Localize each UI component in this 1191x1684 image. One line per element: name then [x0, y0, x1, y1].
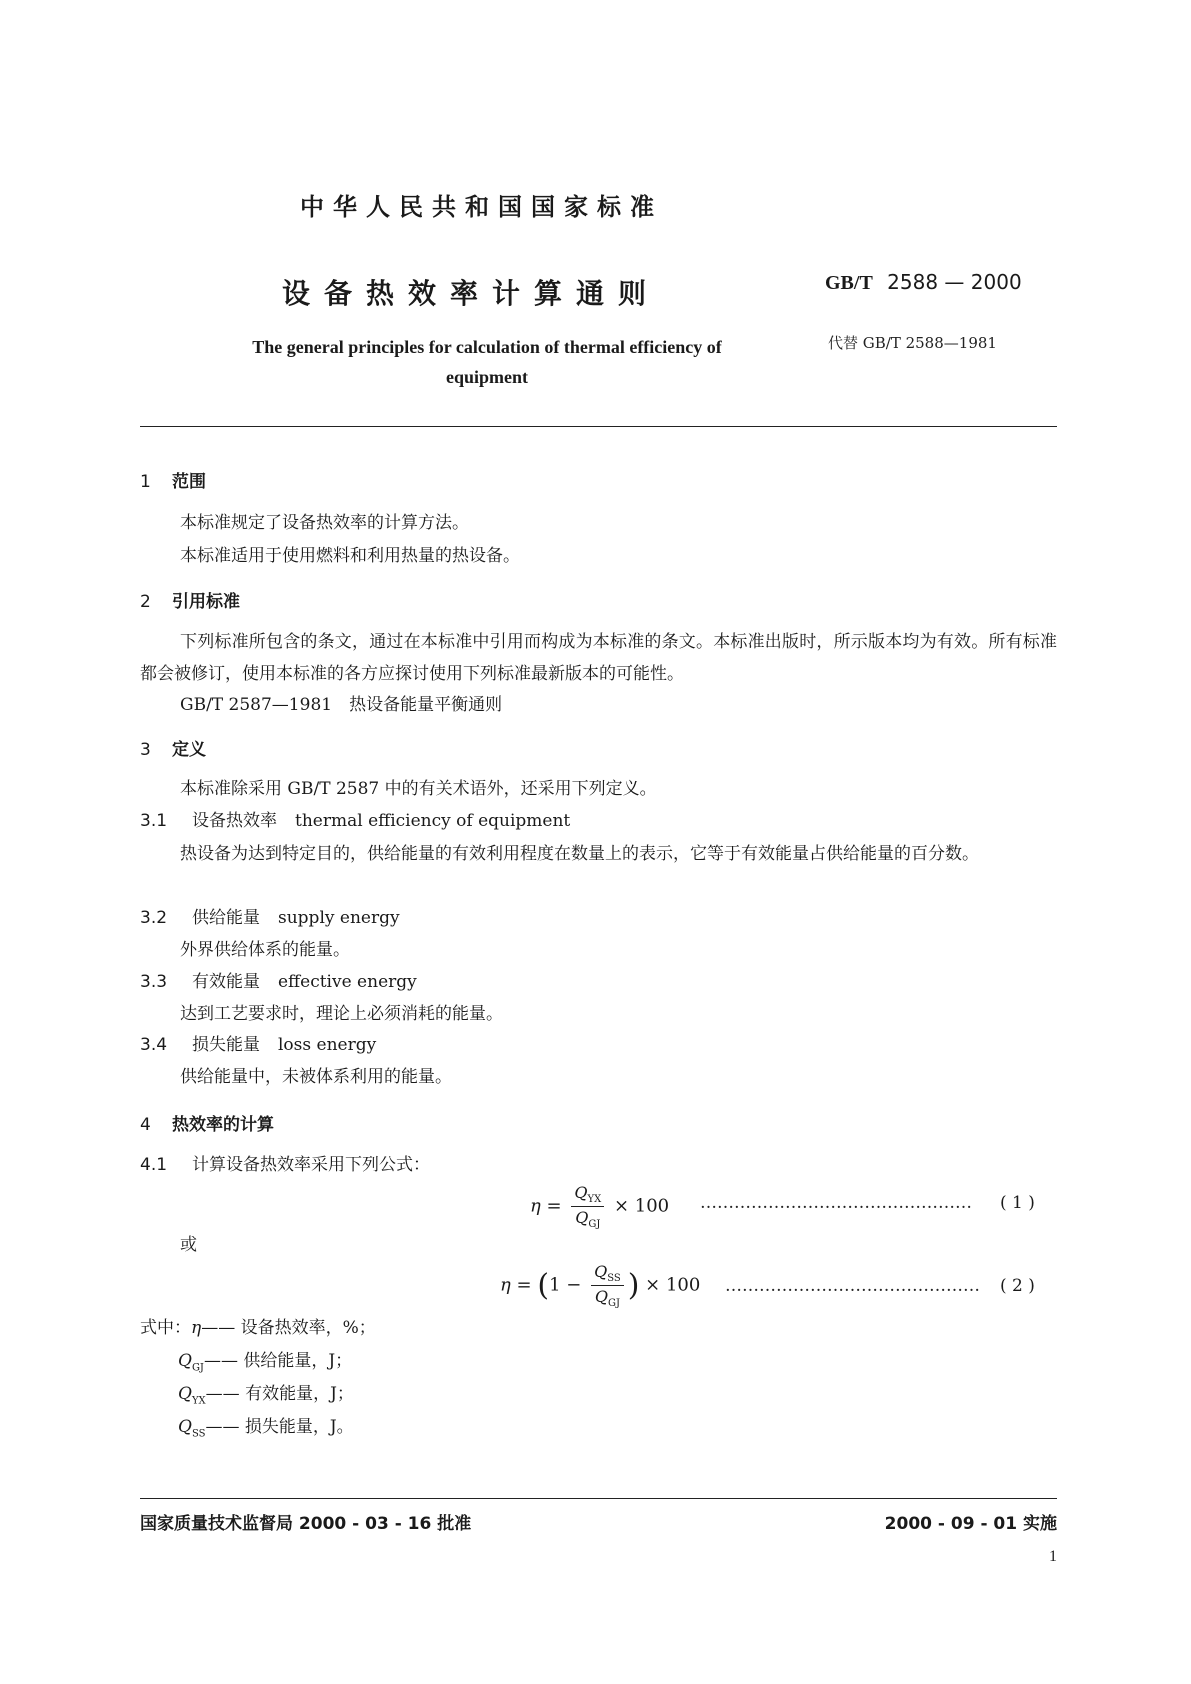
replaces-standard: 代替 GB/T 2588—1981: [828, 334, 997, 352]
subsection-4-1: 4.1 计算设备热效率采用下列公式：: [140, 1155, 430, 1175]
section-number: 4: [140, 1115, 151, 1135]
section-1-heading: [140, 467, 206, 492]
page-number: 1: [1049, 1548, 1057, 1565]
approval-date: 国家质量技术监督局 2000 - 03 - 16 批准: [140, 1514, 472, 1534]
definition-3-2: 3.2 供给能量 supply energy: [140, 908, 400, 928]
footer-divider: [140, 1498, 1057, 1499]
equation-1-leader: …………………………………………: [700, 1193, 972, 1213]
definition-3-2-text: 外界供给体系的能量。: [180, 940, 350, 960]
standard-number: [825, 270, 1022, 295]
or-text: 或: [180, 1235, 197, 1255]
section-2-heading: [140, 587, 240, 612]
where-qss: $Q_{SS}——$ 损失能量，J。: [178, 1417, 354, 1440]
header-divider: [140, 426, 1057, 427]
equation-2-leader: ………………………………………: [725, 1276, 980, 1296]
definition-3-3: 3.3 有效能量 effective energy: [140, 972, 417, 992]
section-title: 引用标准: [172, 592, 240, 612]
definition-3-4-text: 供给能量中，未被体系利用的能量。: [180, 1067, 452, 1087]
section-1-paragraph-2: 本标准适用于使用燃料和利用热量的热设备。: [180, 546, 520, 566]
equation-1-label: ( 1 ): [1000, 1193, 1035, 1213]
equation-2-label: ( 2 ): [1000, 1276, 1035, 1296]
effective-date: 2000 - 09 - 01 实施: [884, 1514, 1057, 1534]
section-title: 范围: [172, 472, 206, 492]
definition-3-1: 3.1 设备热效率 thermal efficiency of equipment: [140, 811, 571, 831]
document-title-cn: 设备热效率计算通则: [282, 277, 661, 310]
definition-3-4: 3.4 损失能量 loss energy: [140, 1035, 377, 1055]
section-1-paragraph-1: 本标准规定了设备热效率的计算方法。: [180, 513, 469, 533]
definition-3-1-text: 热设备为达到特定目的，供给能量的有效利用程度在数量上的表示，它等于有效能量占供给能量的百分数。: [180, 844, 979, 864]
where-qgj: $Q_{GJ}——$ 供给能量，J；: [178, 1351, 353, 1374]
where-qyx: $Q_{YX}——$ 有效能量，J；: [178, 1384, 354, 1407]
document-title-en: The general principles for calculation of thermal efficiency of equipment: [252, 337, 722, 387]
section-title: 定义: [172, 740, 206, 760]
section-3-intro: 本标准除采用 GB/T 2587 中的有关术语外，还采用下列定义。: [180, 779, 657, 799]
national-standard-heading: 中华人民共和国国家标准: [300, 193, 663, 221]
section-4-heading: [140, 1110, 274, 1135]
section-3-heading: [140, 735, 206, 760]
section-number: 3: [140, 740, 151, 760]
section-number: 1: [140, 472, 151, 492]
section-2-reference: GB/T 2587—1981 热设备能量平衡通则: [180, 695, 503, 715]
where-eta: 式中：η—— 设备热效率，%；: [140, 1318, 376, 1338]
standard-prefix: GB/T: [825, 272, 873, 294]
section-2-paragraph: 下列标准所包含的条文，通过在本标准中引用而构成为本标准的条文。本标准出版时，所示版本均为有效。所有标准都会被修订，使用本标准的各方应探讨使用下列标准最新版本的可能性。: [140, 632, 1057, 684]
section-number: 2: [140, 592, 151, 612]
equation-1: η = $\frac{Q_{YX}}{Q_{GJ}}$ × 100: [530, 1183, 670, 1231]
standard-number-value: 2588 — 2000: [887, 270, 1022, 294]
section-title: 热效率的计算: [172, 1115, 274, 1135]
definition-3-3-text: 达到工艺要求时，理论上必须消耗的能量。: [180, 1004, 503, 1024]
equation-2: η = (1 − $\frac{Q_{SS}}{Q_{GJ}}$ ) × 100: [500, 1262, 701, 1310]
